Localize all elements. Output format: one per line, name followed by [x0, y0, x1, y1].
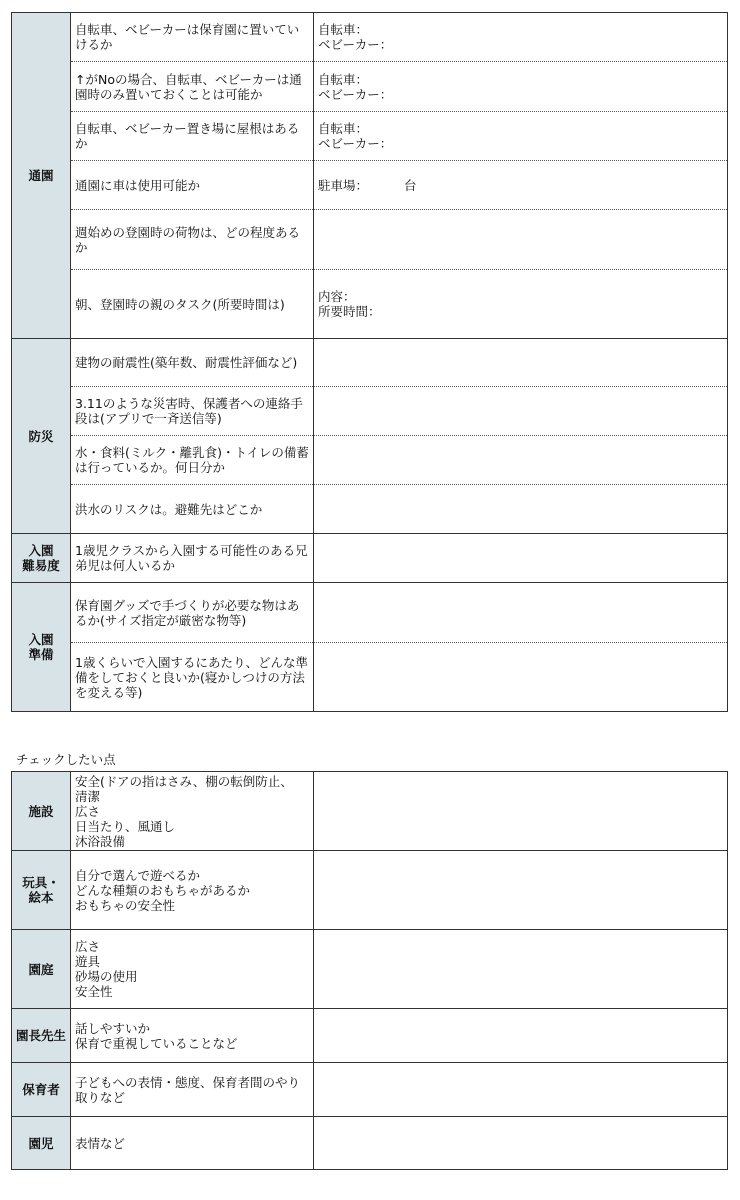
- notes-cell[interactable]: [314, 1117, 728, 1170]
- table-row: [12, 851, 728, 930]
- question-cell: 1歳児クラスから入園する可能性のある兄弟児は何人いるか: [71, 534, 314, 583]
- question-cell: 自転車、ベビーカーは保育園に置いていけるか: [71, 13, 314, 62]
- table-row: [12, 534, 728, 583]
- question-cell: ↑がNoの場合、自転車、ベビーカーは通園時のみ置いておくことは可能か: [71, 62, 314, 112]
- question-cell: 3.11のような災害時、保護者への連絡手段は(アプリで一斉送信等): [71, 387, 314, 436]
- category-difficulty: 入園 難易度: [12, 534, 71, 583]
- answer-cell[interactable]: [314, 485, 728, 534]
- category-playground: 園庭: [12, 930, 71, 1009]
- table-row: [12, 210, 728, 270]
- question-cell: 1歳くらいで入園するにあたり、どんな準備をしておくと良いか(寝かしつけの方法を変える等): [71, 643, 314, 712]
- question-cell: 朝、登園時の親のタスク(所要時間は): [71, 270, 314, 339]
- question-cell: 自転車、ベビーカー置き場に屋根はあるか: [71, 112, 314, 161]
- table-row: [12, 112, 728, 161]
- parking-label: 駐車場：: [318, 177, 369, 193]
- table-row: [12, 1009, 728, 1063]
- question-cell: 水・食料(ミルク・離乳食)・トイレの備蓄は行っているか。何日分か: [71, 436, 314, 485]
- category-preparation: 入園 準備: [12, 583, 71, 712]
- answer-cell[interactable]: [314, 534, 728, 583]
- checklist-table: [11, 771, 728, 1170]
- check-items: 安全(ドアの指はさみ、棚の転倒防止、 清潔 広さ 日当たり、風通し 沐浴設備: [71, 772, 314, 851]
- check-items: 自分で選んで遊べるか どんな種類のおもちゃがあるか おもちゃの安全性: [71, 851, 314, 930]
- table-row: [12, 13, 728, 62]
- checklist-title: チェックしたい点: [16, 752, 116, 767]
- answer-cell[interactable]: [314, 436, 728, 485]
- answer-cell[interactable]: 自転車： ベビーカー：: [314, 62, 728, 112]
- category-caregivers: 保育者: [12, 1063, 71, 1117]
- parking-unit: 台: [404, 177, 417, 193]
- check-items: 子どもへの表情・態度、保育者間のやり 取りなど: [71, 1063, 314, 1117]
- question-cell: 週始めの登園時の荷物は、どの程度あるか: [71, 210, 314, 270]
- category-principal: 園長先生: [12, 1009, 71, 1063]
- notes-cell[interactable]: [314, 772, 728, 851]
- table-row: [12, 270, 728, 339]
- answer-cell[interactable]: [314, 387, 728, 436]
- table-row: [12, 436, 728, 485]
- table-row: [12, 643, 728, 712]
- category-commute: 通園: [12, 13, 71, 339]
- answer-cell[interactable]: [314, 583, 728, 643]
- answer-cell[interactable]: 内容： 所要時間：: [314, 270, 728, 339]
- question-cell: 通園に車は使用可能か: [71, 161, 314, 210]
- category-facility: 施設: [12, 772, 71, 851]
- notes-cell[interactable]: [314, 930, 728, 1009]
- table-row: [12, 930, 728, 1009]
- check-items: 広さ 遊具 砂場の使用 安全性: [71, 930, 314, 1009]
- category-toys-books: 玩具・ 絵本: [12, 851, 71, 930]
- notes-cell[interactable]: [314, 1009, 728, 1063]
- answer-cell[interactable]: [314, 643, 728, 712]
- answer-cell[interactable]: 自転車： ベビーカー：: [314, 13, 728, 62]
- check-items: 話しやすいか 保育で重視していることなど: [71, 1009, 314, 1063]
- category-children: 園児: [12, 1117, 71, 1170]
- answer-cell[interactable]: [314, 161, 728, 210]
- check-items: 表情など: [71, 1117, 314, 1170]
- table-row: [12, 387, 728, 436]
- answer-cell[interactable]: [314, 339, 728, 387]
- table-row: [12, 485, 728, 534]
- table-row: [12, 1063, 728, 1117]
- table-row: [12, 583, 728, 643]
- answer-cell[interactable]: 自転車： ベビーカー：: [314, 112, 728, 161]
- table-row: [12, 339, 728, 387]
- table-row: [12, 161, 728, 210]
- answer-cell[interactable]: [314, 210, 728, 270]
- notes-cell[interactable]: [314, 1063, 728, 1117]
- question-cell: 建物の耐震性(築年数、耐震性評価など): [71, 339, 314, 387]
- category-disaster: 防災: [12, 339, 71, 534]
- table-row: [12, 62, 728, 112]
- table-row: [12, 1117, 728, 1170]
- table-row: [12, 772, 728, 851]
- notes-cell[interactable]: [314, 851, 728, 930]
- question-cell: 洪水のリスクは。避難先はどこか: [71, 485, 314, 534]
- question-cell: 保育園グッズで手づくりが必要な物はあるか(サイズ指定が厳密な物等): [71, 583, 314, 643]
- survey-table: [11, 12, 728, 712]
